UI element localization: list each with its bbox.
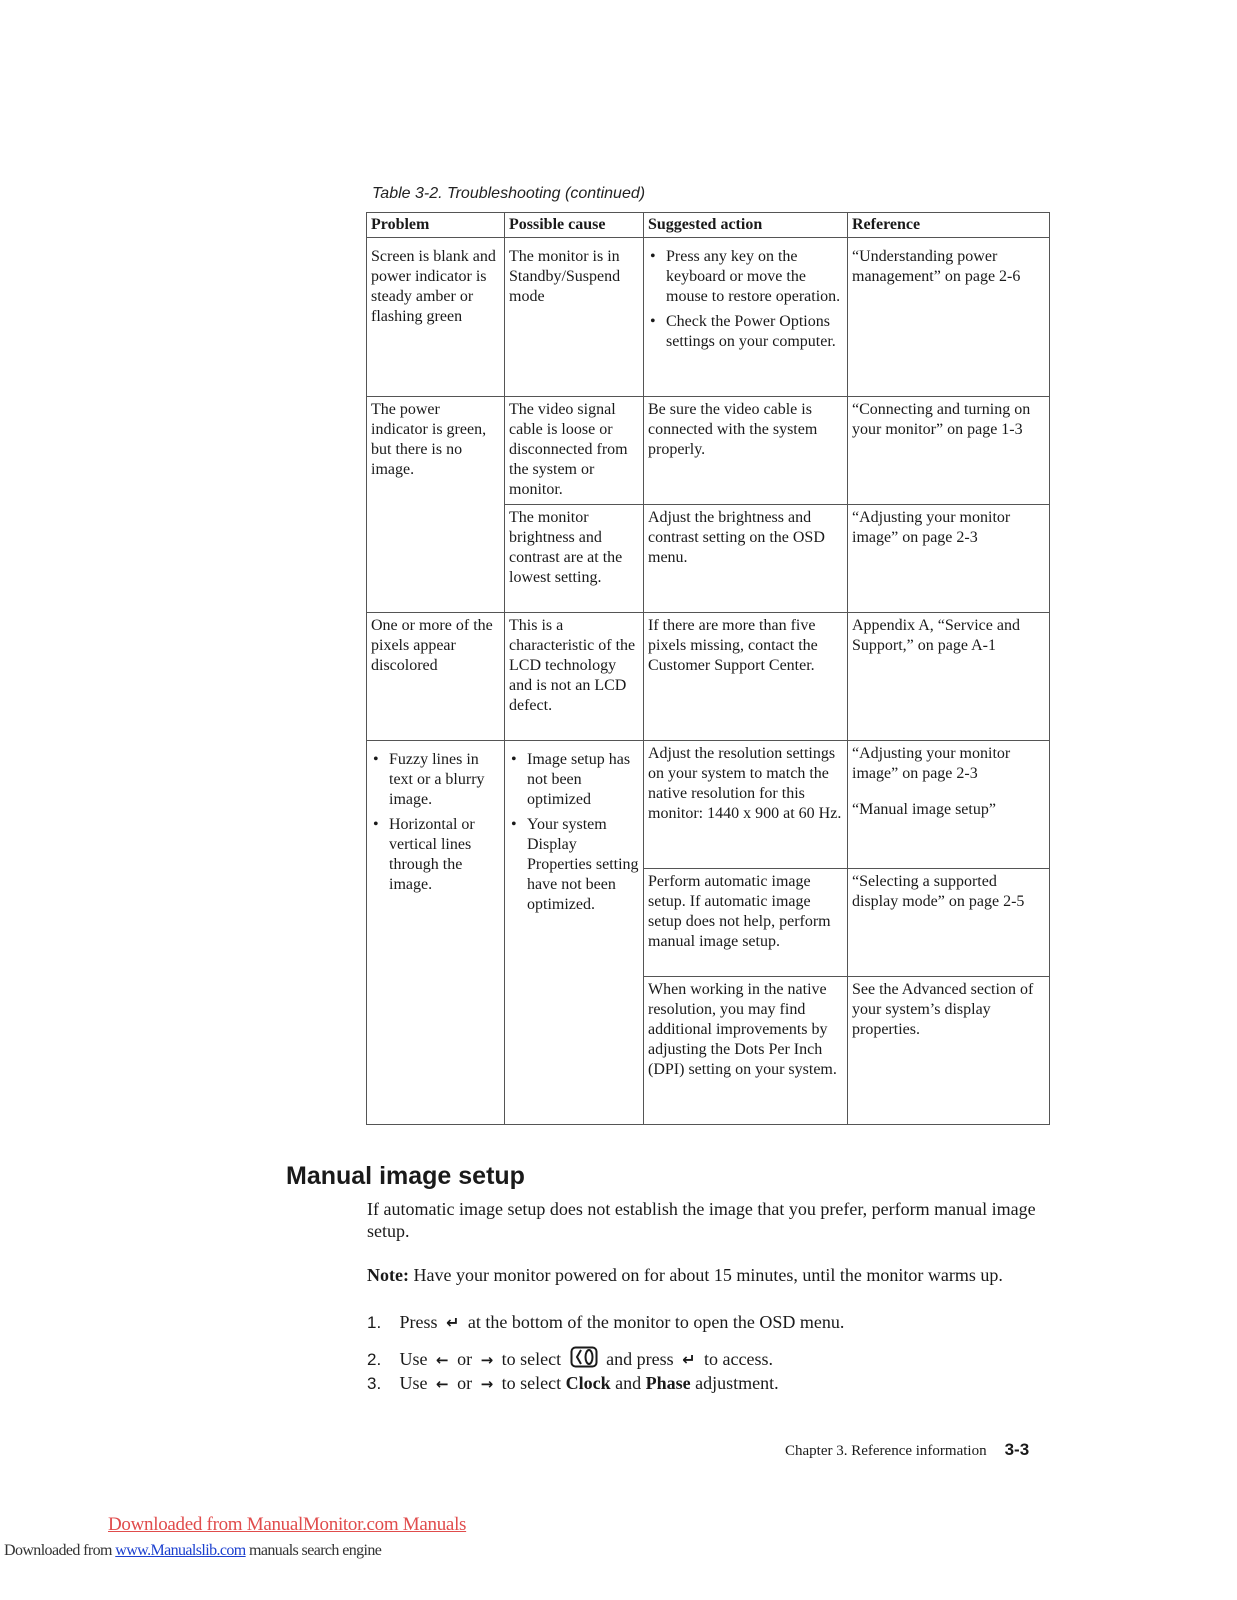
cause-cell: [505, 741, 644, 1125]
header-problem: Problem: [367, 213, 505, 238]
cause-cell: The video signal cable is loose or disconnected from the system or monitor.: [505, 397, 644, 505]
action-cell: If there are more than five pixels missing, contact the Customer Support Center.: [644, 613, 848, 741]
step-text: adjustment.: [695, 1373, 779, 1393]
cause-bullet: • Your system Display Properties setting have not been optimized.: [527, 815, 639, 915]
step-2: [367, 1346, 773, 1373]
step-keyword: Phase: [645, 1373, 691, 1393]
problem-bullet: • Horizontal or vertical lines through the image.: [389, 815, 500, 895]
action-bullet: • Check the Power Options settings on your computer.: [666, 312, 843, 352]
reference-cell: “Connecting and turning on your monitor” on page 1-3: [848, 397, 1050, 505]
problem-cell: [367, 741, 505, 1125]
step-number: 2.: [367, 1350, 382, 1369]
reference-cell: Appendix A, “Service and Support,” on page A-1: [848, 613, 1050, 741]
note-label: Note:: [367, 1265, 409, 1285]
right-arrow-icon: →: [480, 1375, 494, 1393]
note-paragraph: [367, 1264, 1047, 1286]
step-text: to access.: [704, 1349, 773, 1369]
cause-cell: This is a characteristic of the LCD technology and is not an LCD defect.: [505, 613, 644, 741]
page-number: 3-3: [1004, 1440, 1030, 1459]
step-text: to select: [501, 1349, 562, 1369]
enter-key-icon: ↵: [682, 1350, 696, 1369]
step-3: [367, 1372, 779, 1395]
step-number: 1.: [367, 1313, 382, 1332]
step-text: and press: [606, 1349, 674, 1369]
problem-cell: One or more of the pixels appear discolored: [367, 613, 505, 741]
step-text: or: [457, 1349, 473, 1369]
section-title: Manual image setup: [286, 1162, 525, 1190]
step-text: Use: [399, 1349, 428, 1369]
manualslib-link[interactable]: www.Manualslib.com: [115, 1542, 246, 1559]
reference-text: “Adjusting your monitor image” on page 2-3: [852, 745, 1011, 782]
header-reference: Reference: [848, 213, 1050, 238]
step-keyword: Clock: [565, 1373, 611, 1393]
reference-cell: “Adjusting your monitor image” on page 2-3: [848, 505, 1050, 613]
step-text: Use: [399, 1373, 428, 1393]
problem-cell: Screen is blank and power indicator is steady amber or flashing green: [367, 238, 505, 397]
left-arrow-icon: ←: [436, 1351, 449, 1369]
watermark-link-manualmonitor[interactable]: Downloaded from ManualMonitor.com Manuals: [108, 1514, 467, 1535]
action-cell: Perform automatic image setup. If automatic image setup does not help, perform manual image setup.: [644, 869, 848, 977]
intro-paragraph: If automatic image setup does not establish the image that you prefer, perform manual image setup.: [367, 1199, 1036, 1241]
action-cell: Be sure the video cable is connected with the system properly.: [644, 397, 848, 505]
watermark-text: manuals search engine: [245, 1542, 382, 1559]
step-text: to select: [501, 1373, 562, 1393]
table-row: [367, 741, 1050, 869]
action-cell: [644, 238, 848, 397]
header-possible-cause: Possible cause: [505, 213, 644, 238]
step-text: Press: [399, 1312, 438, 1332]
image-setup-icon: [570, 1346, 598, 1373]
problem-bullet: • Fuzzy lines in text or a blurry image.: [389, 750, 500, 810]
problem-cell: The power indicator is green, but there is no image.: [367, 397, 505, 613]
table-row: [367, 613, 1050, 741]
footer-chapter: Chapter 3. Reference information: [785, 1443, 987, 1459]
step-text: or: [457, 1373, 473, 1393]
action-cell: Adjust the brightness and contrast setting on the OSD menu.: [644, 505, 848, 613]
cause-cell: The monitor is in Standby/Suspend mode: [505, 238, 644, 397]
reference-cell: “Selecting a supported display mode” on page 2-5: [848, 869, 1050, 977]
action-cell: Adjust the resolution settings on your system to match the native resolution for this monitor: 1440 x 900 at 60 Hz.: [644, 741, 848, 869]
watermark-text: Downloaded from: [4, 1542, 116, 1559]
note-text: Have your monitor powered on for about 15 minutes, until the monitor warms up.: [408, 1265, 1003, 1285]
action-bullet: • Press any key on the keyboard or move the mouse to restore operation.: [666, 247, 843, 307]
troubleshooting-table: [366, 212, 1050, 1125]
page-footer: [785, 1440, 1029, 1460]
step-1: [367, 1311, 844, 1334]
table-row: [367, 397, 1050, 505]
reference-cell: “Understanding power management” on page 2-6: [848, 238, 1050, 397]
cause-cell: The monitor brightness and contrast are at the lowest setting.: [505, 505, 644, 613]
reference-cell: [848, 741, 1050, 869]
left-arrow-icon: ←: [436, 1375, 449, 1393]
reference-text: “Manual image setup”: [852, 801, 996, 818]
step-text: and: [615, 1373, 642, 1393]
step-text: at the bottom of the monitor to open the OSD menu.: [467, 1312, 845, 1332]
right-arrow-icon: →: [480, 1351, 494, 1369]
action-cell: When working in the native resolution, you may find additional improvements by adjusting the Dots Per Inch (DPI) setting on your system.: [644, 977, 848, 1125]
table-header-row: [367, 213, 1050, 238]
table-row: [367, 238, 1050, 397]
step-number: 3.: [367, 1374, 382, 1393]
cause-bullet: • Image setup has not been optimized: [527, 750, 639, 810]
header-suggested-action: Suggested action: [644, 213, 848, 238]
table-caption: Table 3-2. Troubleshooting (continued): [372, 185, 646, 202]
watermark-manualslib: [4, 1542, 381, 1560]
reference-cell: See the Advanced section of your system’s display properties.: [848, 977, 1050, 1125]
enter-key-icon: ↵: [446, 1313, 460, 1332]
